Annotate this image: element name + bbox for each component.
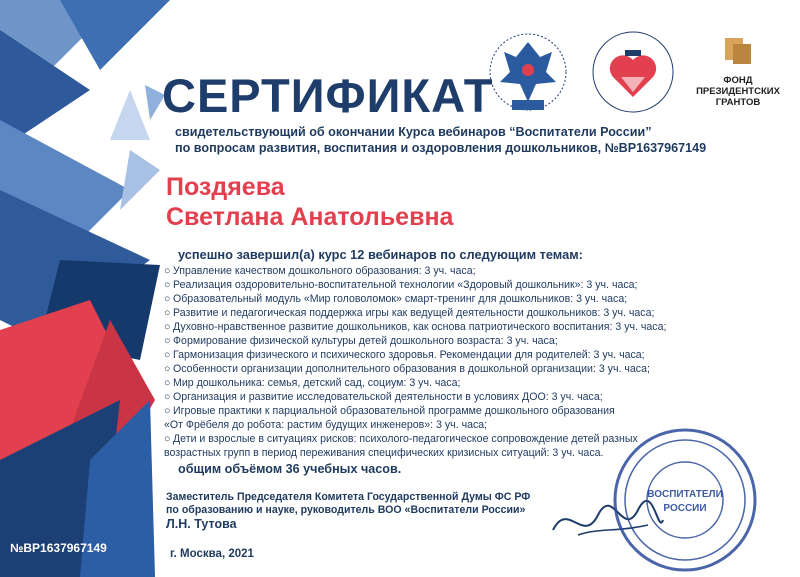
topic-text: Организация и развитие исследовательской деятельности в условиях ДОО: 3 уч. часа; [173, 391, 603, 403]
topic-item [164, 278, 764, 292]
bullet-icon: ○ [164, 293, 171, 305]
topic-text: «От Фрёбеля до робота: растим будущих инженеров»: 3 уч. часа; [164, 419, 488, 431]
bullet-icon: ○ [164, 335, 171, 347]
topic-item [164, 404, 764, 418]
topic-item [164, 264, 764, 278]
subtitle-line-1: свидетельствующий об окончании Курса вебинаров “Воспитатели России” [175, 125, 652, 139]
signer-block [166, 491, 530, 532]
place-and-date: г. Москва, 2021 [170, 548, 254, 560]
bullet-icon: ○ [164, 279, 171, 291]
topic-text: Образовательный модуль «Мир головоломок» смарт-тренинг для дошкольников: 3 уч. часа; [173, 293, 628, 305]
bullet-icon: ○ [164, 405, 171, 417]
fund-label-line-1: ФОНД [723, 75, 753, 86]
topic-text: Формирование физической культуры детей дошкольного возраста: 3 уч. часа; [173, 335, 558, 347]
topic-text: Духовно-нравственное развитие дошкольников, как основа патриотического воспитания: 3 уч. часа; [173, 321, 667, 333]
recipient-name [166, 172, 453, 232]
presidential-grants-fund-logo [688, 36, 788, 116]
bullet-icon: ○ [164, 391, 171, 403]
topic-text: Мир дошкольника: семья, детский сад, социум: 3 уч. часа; [173, 377, 461, 389]
course-intro: успешно завершил(а) курс 12 вебинаров по следующим темам: [178, 247, 583, 262]
fund-label [688, 75, 788, 108]
topic-text: Дети и взрослые в ситуациях рисков: психолого-педагогическое сопровождение детей разных [173, 433, 638, 445]
bullet-icon: ○ [164, 307, 171, 319]
topic-item [164, 376, 764, 390]
certificate-subtitle [175, 124, 735, 156]
heart-globe-emblem-icon [583, 22, 683, 122]
recipient-given-names: Светлана Анатольевна [166, 203, 454, 231]
certificate-title: СЕРТИФИКАТ [162, 69, 494, 122]
topic-text: Гармонизация физического и психического здоровья. Рекомендации для родителей: 3 уч. часа; [173, 349, 645, 361]
svg-text:РОССИИ: РОССИИ [663, 503, 707, 514]
official-stamp-icon [610, 425, 760, 575]
fund-label-line-3: ГРАНТОВ [715, 97, 761, 108]
bullet-icon: ○ [164, 433, 171, 445]
certificate-number-corner: №ВР1637967149 [10, 541, 107, 555]
topic-text: Управление качеством дошкольного образования: 3 уч. часа; [173, 265, 476, 277]
topic-text: Развитие и педагогическая поддержка игры как ведущей деятельности дошкольников: 3 уч. часа; [173, 307, 655, 319]
partner-logos [478, 22, 788, 122]
bullet-icon: ○ [164, 377, 171, 389]
topic-text: Особенности организации дополнительного образования в дошкольной организации: 3 уч. часа; [173, 363, 650, 375]
fund-logo-icon [721, 36, 755, 66]
topic-item [164, 306, 764, 320]
topic-item [164, 320, 764, 334]
recipient-surname: Поздяева [166, 173, 285, 201]
topic-text: возрастных групп в период переживания специфических кризисных ситуаций: 3 уч. часа. [164, 447, 604, 459]
topic-text: Реализация оздоровительно-воспитательной технологии «Здоровый дошкольник»: 3 уч. часа; [173, 279, 638, 291]
svg-text:ВОСПИТАТЕЛИ: ВОСПИТАТЕЛИ [647, 489, 723, 500]
bullet-icon: ○ [164, 349, 171, 361]
topic-item [164, 334, 764, 348]
total-hours: общим объёмом 36 учебных часов. [178, 462, 402, 476]
bullet-icon: ○ [164, 321, 171, 333]
signer-name: Л.Н. Тутова [166, 517, 237, 531]
bullet-icon: ○ [164, 265, 171, 277]
bullet-icon: ○ [164, 363, 171, 375]
signer-position-line-1: Заместитель Председателя Комитета Государственной Думы ФС РФ [166, 491, 531, 503]
signer-position-line-2: по образованию и науке, руководитель ВОО «Воспитатели России» [166, 504, 526, 516]
topic-item [164, 292, 764, 306]
subtitle-line-2: по вопросам развития, воспитания и оздоровления дошкольников, №ВР1637967149 [175, 141, 707, 155]
fund-label-line-2: ПРЕЗИДЕНТСКИХ [696, 86, 780, 97]
topic-item [164, 362, 764, 376]
topic-text: Игровые практики к парциальной образовательной программе дошкольного образования [173, 405, 615, 417]
topic-item [164, 390, 764, 404]
topic-item [164, 348, 764, 362]
